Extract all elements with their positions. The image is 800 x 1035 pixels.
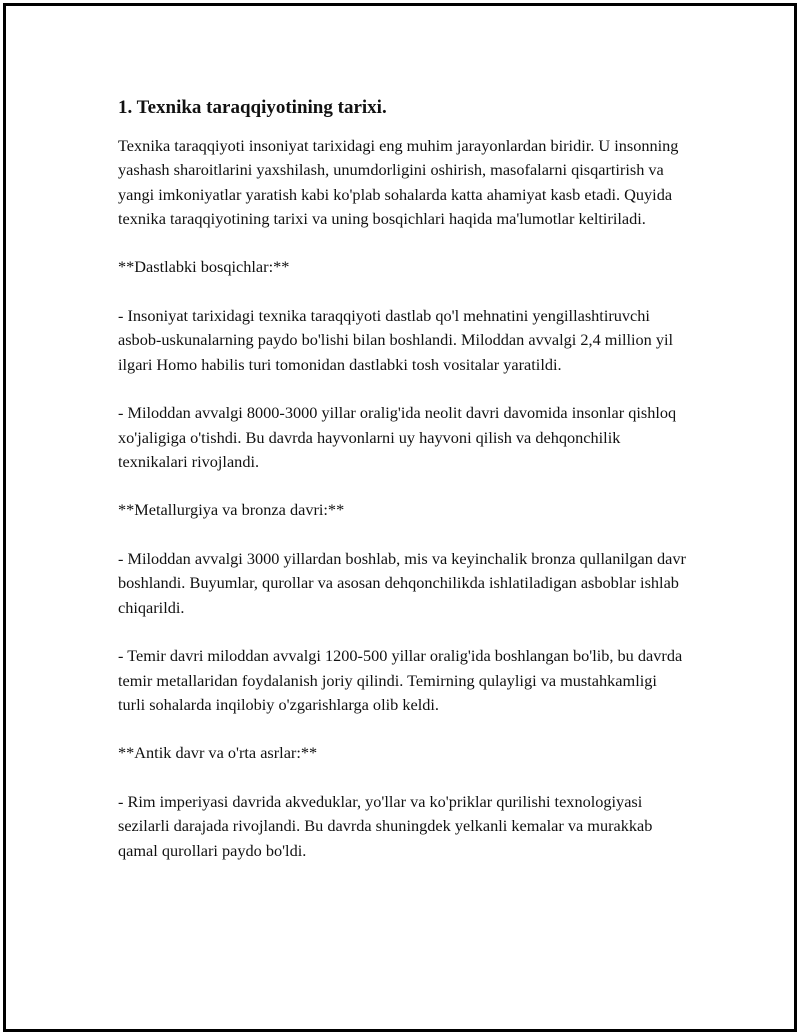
document-title: 1. Texnika taraqqiyotining tarixi. — [118, 97, 387, 118]
paragraph-bronze-age: - Miloddan avvalgi 3000 yillardan boshlab, mis va keyinchalik bronza qullanilgan davr boshlandi. Buyumlar, qurollar va asosan dehqonchilikda ishlatiladigan asboblar ishlab chiqarildi. — [118, 549, 686, 617]
paragraph-roman-empire: - Rim imperiyasi davrida akveduklar, yo'llar va ko'priklar qurilishi texnologiyasi sezilarli darajada rivojlandi. Bu davrda shuningdek yelkanli kemalar va murakkab qamal qurollari paydo bo'ldi. — [118, 792, 653, 860]
section-heading-antiquity: **Antik davr va o'rta asrlar:** — [118, 743, 318, 763]
paragraph-stone-tools: - Insoniyat tarixidagi texnika taraqqiyoti dastlab qo'l mehnatini yengillashtiruvchi asbob-uskunalarning paydo bo'lishi bilan boshlandi. Miloddan avvalgi 2,4 million yil ilgari Homo habilis turi tomonidan dastlabki tosh vositalar yaratildi. — [118, 306, 674, 374]
paragraph-iron-age: - Temir davri miloddan avvalgi 1200-500 yillar oralig'ida boshlangan bo'lib, bu davrda temir metallaridan foydalanish joriy qilindi. Temirning qulayligi va mustahkamligi turli sohalarda inqilobiy o'zgarishlarga olib keldi. — [118, 646, 683, 714]
paragraph-neolithic: - Miloddan avvalgi 8000-3000 yillar oralig'ida neolit davri davomida insonlar qishloq xo'jaligiga o'tishdi. Bu davrda hayvonlarni uy hayvoni qilish va dehqonchilik texnikalari rivojlandi. — [118, 403, 677, 471]
intro-paragraph: Texnika taraqqiyoti insoniyat tarixidagi eng muhim jarayonlardan biridir. U insonning yashash sharoitlarini yaxshilash, unumdorligini oshirish, masofalarni qisqartirish va yangi imkoniyatlar yaratish kabi ko'plab sohalarda katta ahamiyat kasb etadi. Quyida texnika taraqqiyotining tarixi va uning bosqichlari haqida ma'lumotlar keltiriladi. — [118, 136, 679, 228]
document-body — [118, 96, 688, 887]
section-heading-metallurgy: **Metallurgiya va bronza davri:** — [118, 500, 345, 520]
section-heading-early-stages: **Dastlabki bosqichlar:** — [118, 257, 290, 277]
